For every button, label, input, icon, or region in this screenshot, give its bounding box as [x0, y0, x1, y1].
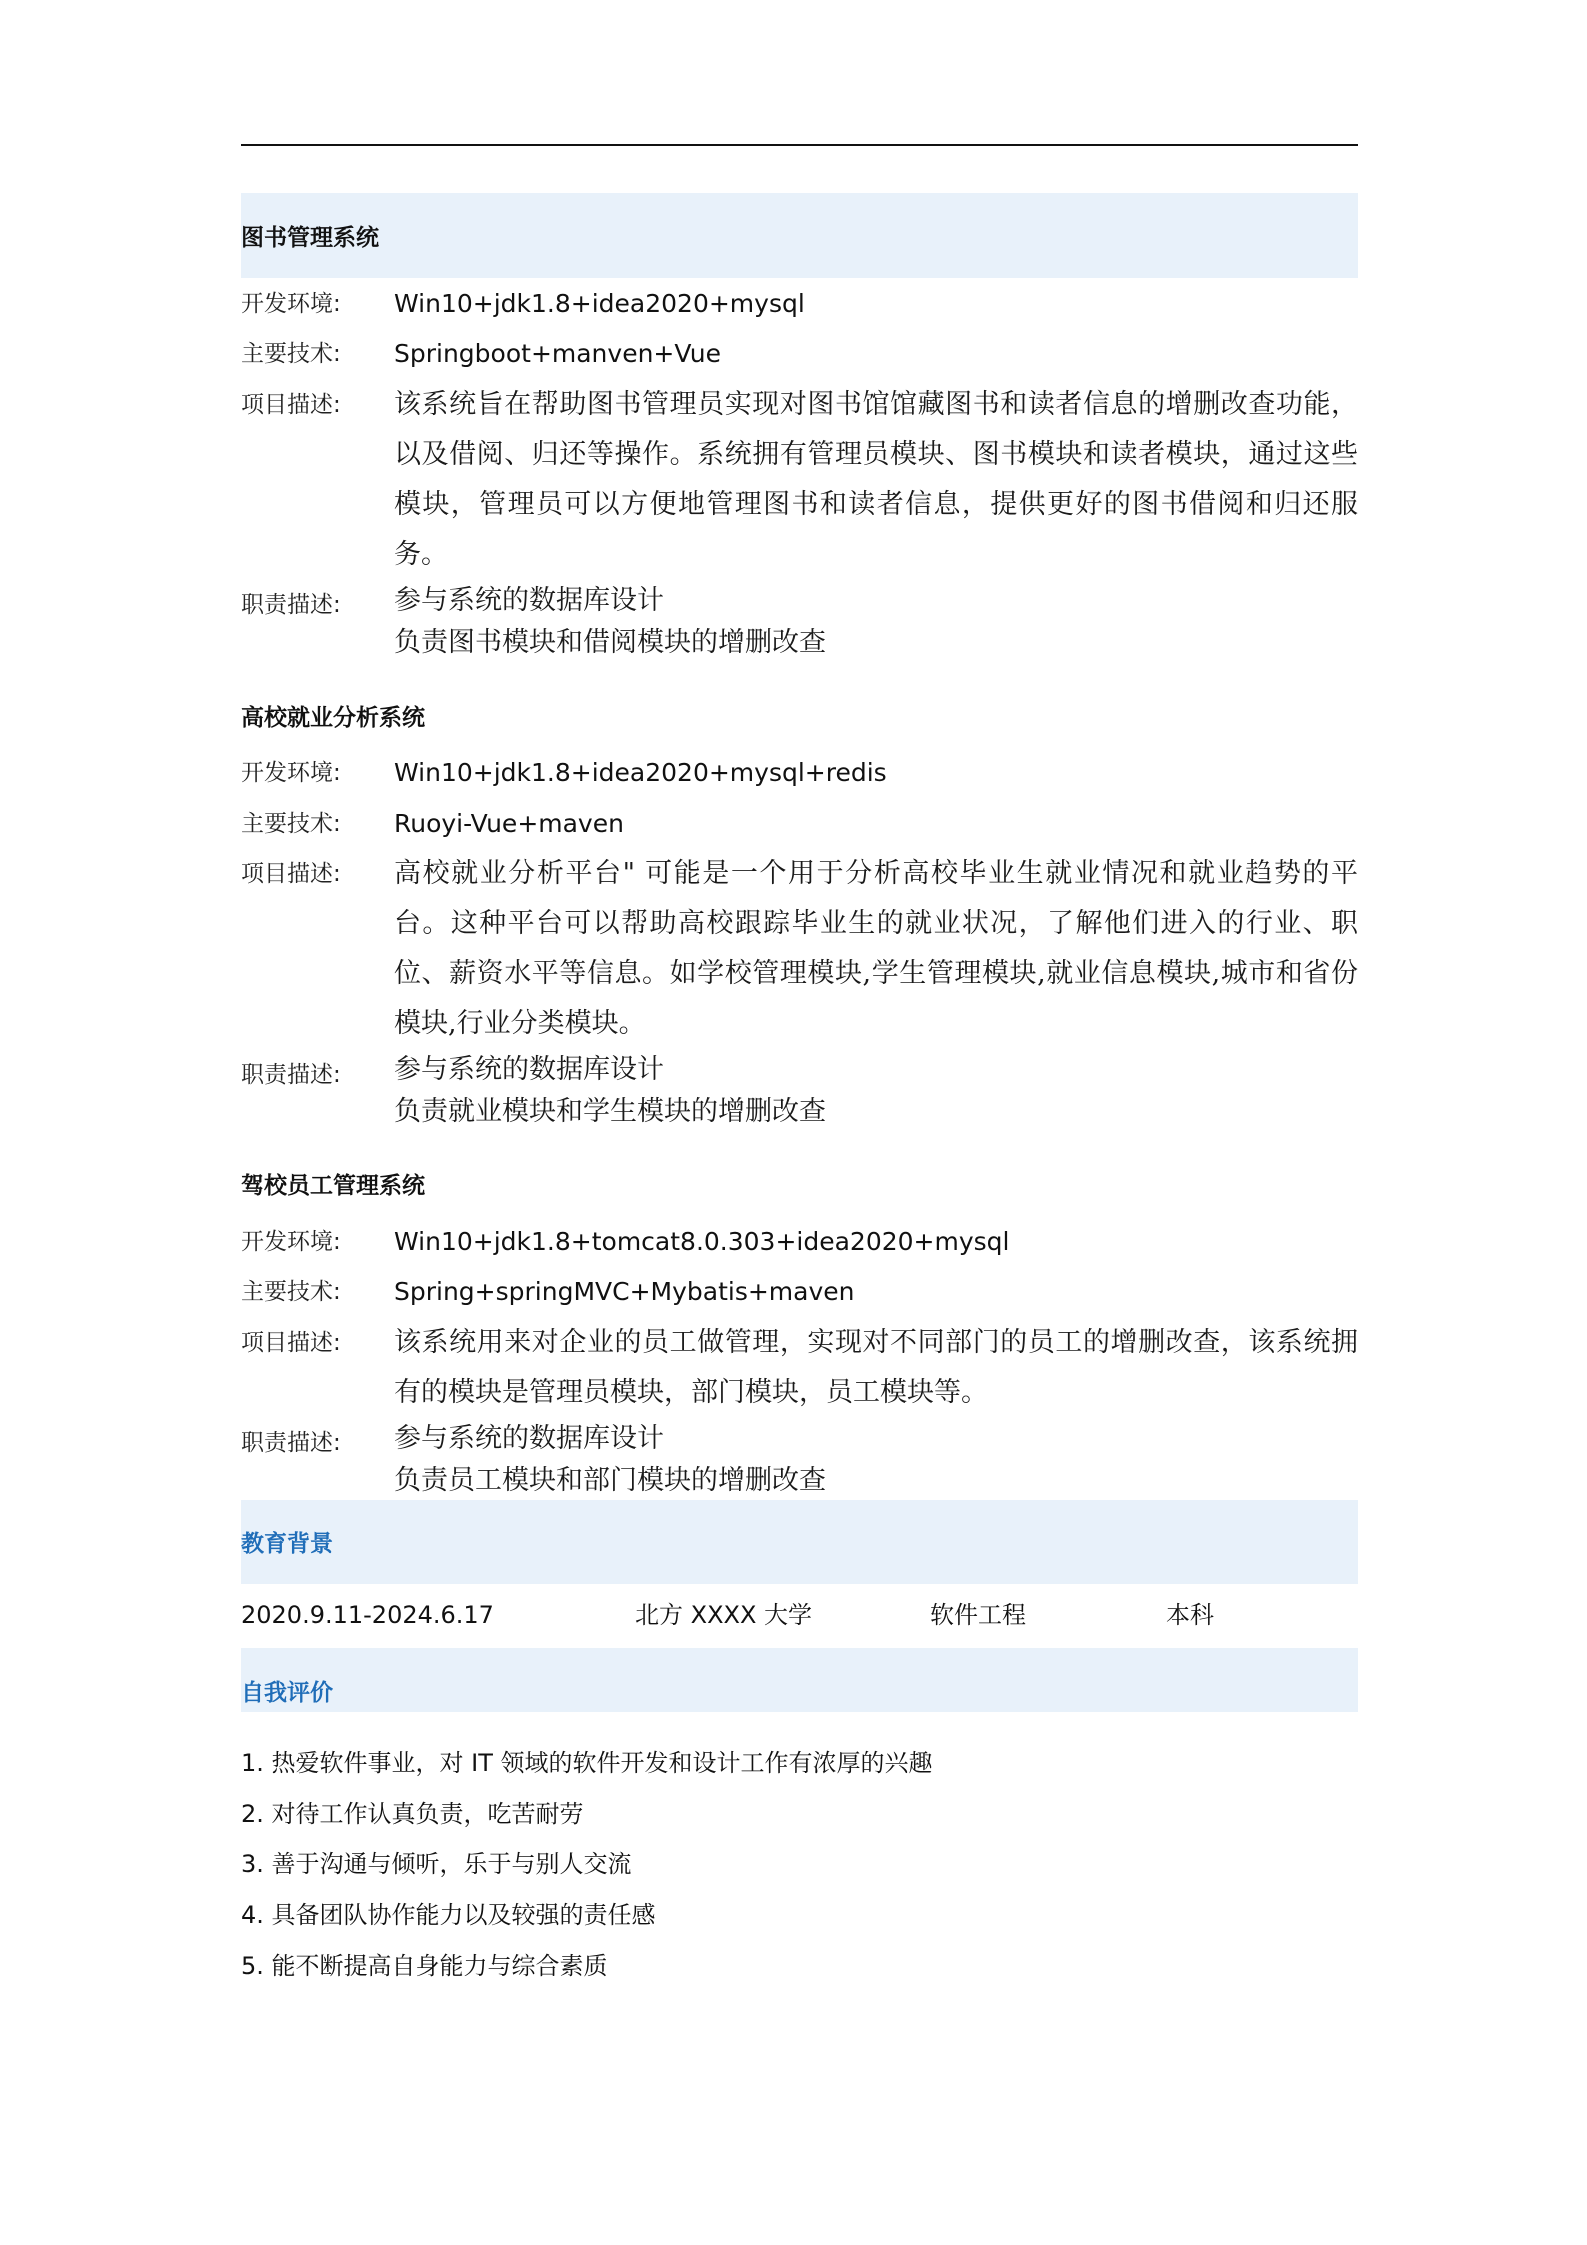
- project-1-desc-label: 项目描述:: [241, 392, 341, 418]
- project-3-duty-2: 负责员工模块和部门模块的增删改查: [394, 1465, 826, 1496]
- project-2-env: Win10+jdk1.8+idea2020+mysql+redis: [394, 758, 887, 787]
- project-1-tech-label: 主要技术:: [241, 341, 341, 367]
- education-header-band: [241, 1500, 1358, 1584]
- education-period: 2020.9.11-2024.6.17: [241, 1601, 494, 1629]
- self-eval-item: 4. 具备团队协作能力以及较强的责任感: [241, 1901, 656, 1929]
- project-2-desc-label: 项目描述:: [241, 861, 341, 887]
- project-2-env-label: 开发环境:: [241, 760, 341, 786]
- project-3-description: 该系统用来对企业的员工做管理，实现对不同部门的员工的增删改查，该系统拥有的模块是管理员模块，部门模块，员工模块等。: [394, 1327, 1358, 1408]
- project-1-tech: Springboot+manven+Vue: [394, 339, 722, 368]
- project-3-env: Win10+jdk1.8+tomcat8.0.303+idea2020+mysql: [394, 1227, 1010, 1256]
- top-divider: [241, 144, 1358, 146]
- education-heading: 教育背景: [241, 1531, 333, 1557]
- project-2-tech-label: 主要技术:: [241, 811, 341, 837]
- project-3-duty-1: 参与系统的数据库设计: [394, 1423, 664, 1454]
- education-degree: 本科: [1166, 1601, 1214, 1629]
- project-3-env-label: 开发环境:: [241, 1229, 341, 1255]
- self-eval-item: 2. 对待工作认真负责，吃苦耐劳: [241, 1800, 584, 1828]
- project-1-title: 图书管理系统: [241, 225, 379, 251]
- education-major: 软件工程: [930, 1601, 1026, 1629]
- project-3-duty-label: 职责描述:: [241, 1430, 341, 1456]
- project-1-header-band: [241, 193, 1358, 278]
- project-1-duty-2: 负责图书模块和借阅模块的增删改查: [394, 627, 826, 658]
- education-school: 北方 XXXX 大学: [635, 1601, 813, 1629]
- self-eval-header-band: [241, 1648, 1358, 1712]
- project-1-duty-1: 参与系统的数据库设计: [394, 585, 664, 616]
- project-3-tech-label: 主要技术:: [241, 1279, 341, 1305]
- project-3-desc-label: 项目描述:: [241, 1330, 341, 1356]
- project-2-duty-1: 参与系统的数据库设计: [394, 1054, 664, 1085]
- self-eval-item: 3. 善于沟通与倾听，乐于与别人交流: [241, 1850, 632, 1878]
- project-2-duty-label: 职责描述:: [241, 1062, 341, 1088]
- project-3-title: 驾校员工管理系统: [241, 1173, 425, 1199]
- project-1-description: 该系统旨在帮助图书管理员实现对图书馆馆藏图书和读者信息的增删改查功能，以及借阅、归还等操作。系统拥有管理员模块、图书模块和读者模块，通过这些模块，管理员可以方便地管理图书和读者信息，提供更好的图书借阅和归还服务。: [394, 389, 1358, 570]
- project-1-env: Win10+jdk1.8+idea2020+mysql: [394, 289, 805, 318]
- project-2-description: 高校就业分析平台" 可能是一个用于分析高校毕业生就业情况和就业趋势的平台。这种平台可以帮助高校跟踪毕业生的就业状况，了解他们进入的行业、职位、薪资水平等信息。如学校管理模块,学生管理模块,就业信息模块,城市和省份模块,行业分类模块。: [394, 858, 1358, 1039]
- self-eval-item: 5. 能不断提高自身能力与综合素质: [241, 1952, 608, 1980]
- self-eval-heading: 自我评价: [241, 1680, 333, 1706]
- project-2-tech: Ruoyi-Vue+maven: [394, 809, 624, 838]
- project-2-title: 高校就业分析系统: [241, 705, 425, 731]
- project-3-tech: Spring+springMVC+Mybatis+maven: [394, 1277, 855, 1306]
- project-1-duty-label: 职责描述:: [241, 592, 341, 618]
- project-1-env-label: 开发环境:: [241, 291, 341, 317]
- self-eval-item: 1. 热爱软件事业，对 IT 领域的软件开发和设计工作有浓厚的兴趣: [241, 1749, 933, 1777]
- project-2-duty-2: 负责就业模块和学生模块的增删改查: [394, 1096, 826, 1127]
